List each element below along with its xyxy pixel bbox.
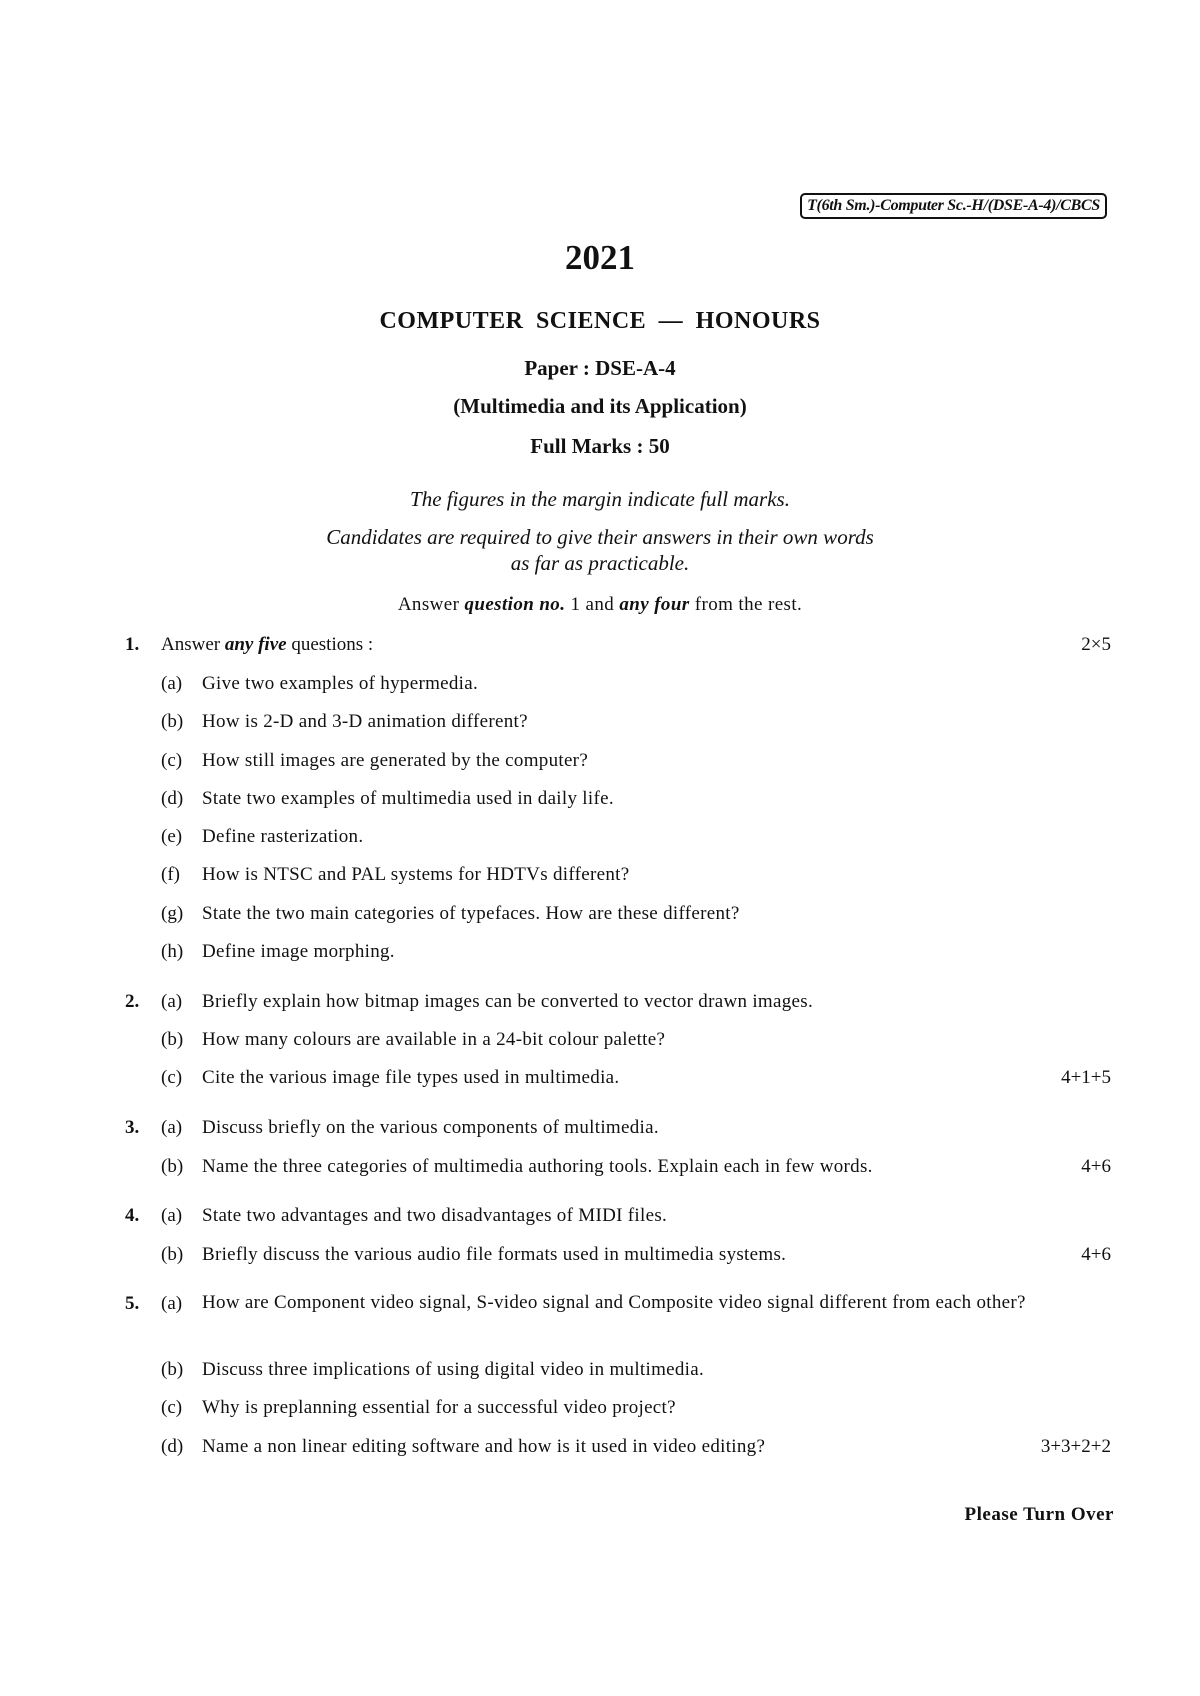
- note-margin-marks: The figures in the margin indicate full marks.: [410, 487, 790, 511]
- item-label: (e): [161, 826, 183, 847]
- subject-title: COMPUTER SCIENCE — HONOURS: [379, 308, 821, 334]
- item-label: (a): [161, 991, 183, 1012]
- paper-number: Paper : DSE-A-4: [524, 356, 676, 380]
- item-text: State two examples of multimedia used in daily life.: [202, 788, 614, 809]
- item-text: Define image morphing.: [202, 941, 395, 962]
- question-marks: 4+6: [1081, 1156, 1111, 1177]
- item-label: (f): [161, 864, 180, 885]
- question-number: 4.: [125, 1205, 140, 1226]
- paper-code-box: T(6th Sm.)-Computer Sc.-H/(DSE-A-4)/CBCS: [800, 193, 1107, 219]
- item-text: Give two examples of hypermedia.: [202, 673, 479, 694]
- question-number: 1.: [125, 634, 140, 655]
- question-number: 3.: [125, 1117, 140, 1138]
- item-text: How are Component video signal, S-video signal and Composite video signal different from each other?: [202, 1292, 1026, 1313]
- question-marks: 2×5: [1081, 634, 1111, 655]
- item-text: State the two main categories of typefaces. How are these different?: [202, 903, 740, 924]
- question-marks: 4+1+5: [1061, 1067, 1111, 1088]
- item-text: How is 2-D and 3-D animation different?: [202, 711, 528, 732]
- item-label: (b): [161, 1156, 184, 1177]
- item-label: (d): [161, 1436, 184, 1457]
- item-text: State two advantages and two disadvantages of MIDI files.: [202, 1205, 668, 1226]
- question-marks: 3+3+2+2: [1040, 1436, 1111, 1457]
- question-lead: Answer any five questions :: [161, 634, 374, 655]
- note-own-words: Candidates are required to give their answers in their own words: [326, 525, 874, 549]
- question-number: 2.: [125, 991, 140, 1012]
- item-text: Why is preplanning essential for a successful video project?: [202, 1397, 676, 1418]
- item-label: (a): [161, 1205, 183, 1226]
- item-text: How many colours are available in a 24-bit colour palette?: [202, 1029, 666, 1050]
- item-label: (c): [161, 1397, 183, 1418]
- please-turn-over: Please Turn Over: [964, 1504, 1114, 1525]
- item-label: (a): [161, 1117, 183, 1138]
- item-text: Discuss briefly on the various components of multimedia.: [202, 1117, 659, 1138]
- item-label: (c): [161, 1067, 183, 1088]
- exam-year: 2021: [565, 238, 635, 277]
- item-label: (b): [161, 1029, 184, 1050]
- item-label: (a): [161, 1293, 183, 1314]
- item-label: (b): [161, 1359, 184, 1380]
- question-marks: 4+6: [1081, 1244, 1111, 1265]
- item-label: (b): [161, 1244, 184, 1265]
- question-number: 5.: [125, 1293, 140, 1314]
- item-label: (g): [161, 903, 184, 924]
- item-text: Discuss three implications of using digital video in multimedia.: [202, 1359, 705, 1380]
- answer-instruction: Answer question no. 1 and any four from the rest.: [397, 594, 803, 615]
- paper-title: (Multimedia and its Application): [453, 394, 747, 418]
- item-text: How is NTSC and PAL systems for HDTVs different?: [202, 864, 630, 885]
- item-label: (b): [161, 711, 184, 732]
- item-label: (c): [161, 750, 183, 771]
- item-text: Name the three categories of multimedia authoring tools. Explain each in few words.: [202, 1156, 873, 1177]
- item-text: Briefly discuss the various audio file formats used in multimedia systems.: [202, 1244, 787, 1265]
- item-text: Name a non linear editing software and how is it used in video editing?: [202, 1436, 766, 1457]
- note-practicable: as far as practicable.: [510, 551, 690, 575]
- item-text: Define rasterization.: [202, 826, 364, 847]
- full-marks: Full Marks : 50: [530, 434, 670, 458]
- item-label: (d): [161, 788, 184, 809]
- item-label: (a): [161, 673, 183, 694]
- item-text: Cite the various image file types used in multimedia.: [202, 1067, 620, 1088]
- item-text: How still images are generated by the computer?: [202, 750, 589, 771]
- item-text: Briefly explain how bitmap images can be converted to vector drawn images.: [202, 991, 814, 1012]
- item-label: (h): [161, 941, 184, 962]
